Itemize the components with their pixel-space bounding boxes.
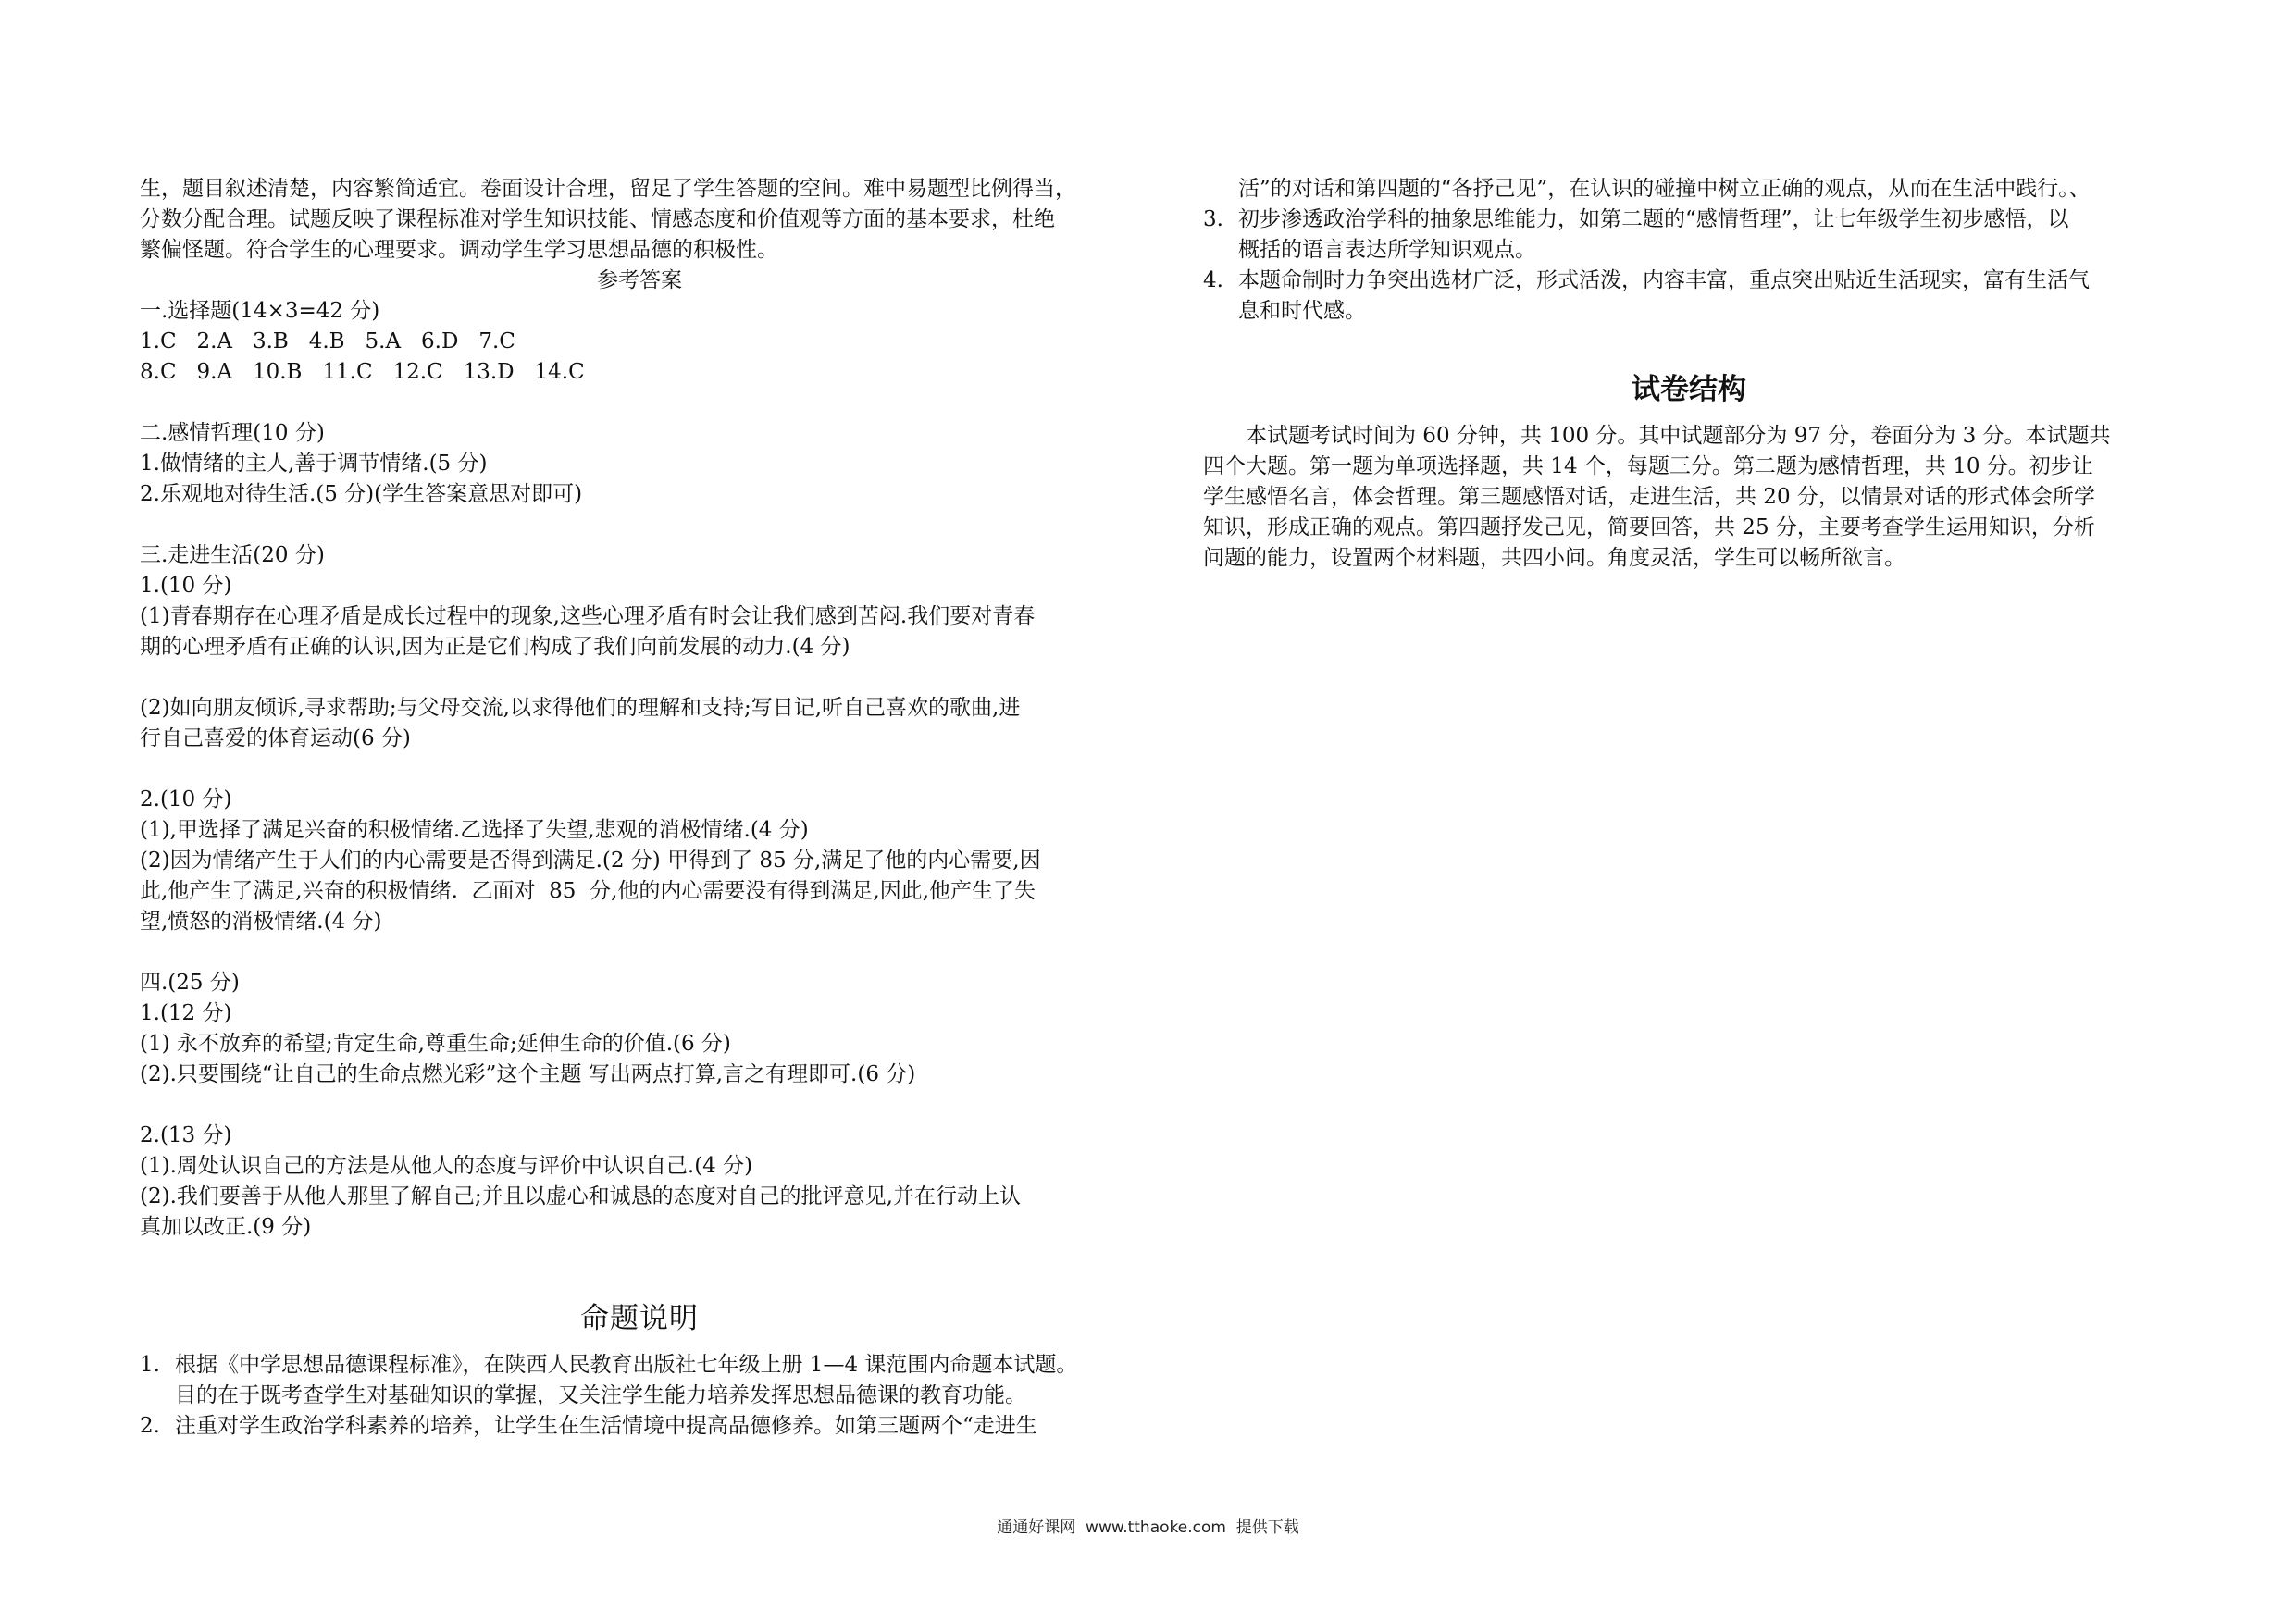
section2-title: 二.感情哲理(10 分): [140, 421, 325, 445]
structure-line: 四个大题。第一题为单项选择题，共 14 个，每题三分。第二题为感情哲理，共 10 分。初步让: [1203, 454, 2093, 478]
note-item: [140, 1411, 1139, 1442]
section2-answer: 1.做情绪的主人,善于调节情绪.(5 分): [140, 452, 488, 476]
note-number: 4.: [1203, 268, 1223, 292]
right-column: [1203, 174, 2175, 574]
intro-line: 生，题目叙述清楚，内容繁简适宜。卷面设计合理，留足了学生答题的空间。难中易题型比例得当，: [140, 177, 1076, 201]
structure-line: 知识，形成正确的观点。第四题抒发己见，简要回答，共 25 分，主要考查学生运用知识，分析: [1203, 515, 2095, 539]
left-column: [140, 174, 1139, 1442]
note-item: [1203, 266, 2175, 327]
note-line: 注重对学生政治学科素养的培养，让学生在生活情境中提高品德修养。如第三题两个“走进生: [175, 1414, 1037, 1438]
notes-list-continued: [1203, 174, 2175, 327]
section3-q1-answer: 期的心理矛盾有正确的认识,因为正是它们构成了我们向前发展的动力.(4 分): [140, 635, 850, 659]
section4-q1-head: 1.(12 分): [140, 1001, 232, 1025]
note-line: 活”的对话和第四题的“各抒己见”，在认识的碰撞中树立正确的观点，从而在生活中践行。、: [1238, 177, 2091, 201]
section3-title: 三.走进生活(20 分): [140, 543, 325, 567]
note-line: 息和时代感。: [1238, 299, 1366, 323]
structure-line: 问题的能力，设置两个材料题，共四小问。角度灵活，学生可以畅所欲言。: [1203, 546, 1905, 570]
section4-q2-answer: 真加以改正.(9 分): [140, 1215, 312, 1239]
structure-line: 学生感悟名言，体会哲理。第三题感悟对话，走进生活，共 20 分，以情景对话的形式体会所学: [1203, 485, 2095, 509]
section3-q2-head: 2.(10 分): [140, 787, 232, 812]
section3-q2-answer: (1),甲选择了满足兴奋的积极情绪.乙选择了失望,悲观的消极情绪.(4 分): [140, 818, 809, 842]
answers-title: 参考答案: [597, 268, 682, 292]
section3-q2-answer: (2)因为情绪产生于人们的内心需要是否得到满足.(2 分) 甲得到了 85 分,满足了他的内心需要,因: [140, 849, 1041, 873]
section4-q2-head: 2.(13 分): [140, 1123, 232, 1147]
note-number: 1.: [140, 1353, 160, 1377]
section3-q2-answer: 此,他产生了满足,兴奋的积极情绪. 乙面对 85 分,他的内心需要没有得到满足,因此,他产生了失: [140, 879, 1036, 903]
section3-q1-answer: (1)青春期存在心理矛盾是成长过程中的现象,这些心理矛盾有时会让我们感到苦闷.我们要对青春: [140, 604, 1036, 628]
note-line: 目的在于既考查学生对基础知识的掌握，又关注学生能力培养发挥思想品德课的教育功能。: [175, 1383, 1026, 1407]
note-line: 初步渗透政治学科的抽象思维能力，如第二题的“感情哲理”，让七年级学生初步感悟，以: [1238, 207, 2069, 231]
section4-title: 四.(25 分): [140, 971, 240, 995]
choice-answers-row: 1.C 2.A 3.B 4.B 5.A 6.D 7.C: [140, 329, 515, 353]
note-line: 本题命制时力争突出选材广泛，形式活泼，内容丰富，重点突出贴近生活现实，富有生活气: [1238, 268, 2090, 292]
structure-title: 试卷结构: [1632, 373, 1746, 406]
page-footer: 通通好课网 www.tthaoke.com 提供下载: [997, 1518, 1299, 1537]
intro-line: 分数分配合理。试题反映了课程标准对学生知识技能、情感态度和价值观等方面的基本要求，杜绝: [140, 207, 1055, 231]
section4-q1-answer: (1) 永不放弃的希望;肯定生命,尊重生命;延伸生命的价值.(6 分): [140, 1032, 731, 1056]
note-item: [140, 1350, 1139, 1411]
choice-answers-row: 8.C 9.A 10.B 11.C 12.C 13.D 14.C: [140, 360, 585, 384]
note-line: 概括的语言表达所学知识观点。: [1238, 238, 1536, 262]
note-item: [1203, 174, 2175, 204]
intro-line: 繁偏怪题。符合学生的心理要求。调动学生学习思想品德的积极性。: [140, 238, 778, 262]
section3-q1-answer: (2)如向朋友倾诉,寻求帮助;与父母交流,以求得他们的理解和支持;写日记,听自己喜欢的歌曲,进: [140, 696, 1021, 720]
notes-list: [140, 1350, 1139, 1442]
note-line: 根据《中学思想品德课程标准》，在陕西人民教育出版社七年级上册 1—4 课范围内命题本试题。: [175, 1353, 1078, 1377]
note-item: [1203, 204, 2175, 266]
section2-answer: 2.乐观地对待生活.(5 分)(学生答案意思对即可): [140, 482, 583, 506]
note-number: 3.: [1203, 207, 1223, 231]
section3-q1-head: 1.(10 分): [140, 574, 232, 598]
section4-q2-answer: (2).我们要善于从他人那里了解自己;并且以虚心和诚恳的态度对自己的批评意见,并在行动上认: [140, 1184, 1021, 1208]
note-number: 2.: [140, 1414, 160, 1438]
structure-line: 本试题考试时间为 60 分钟，共 100 分。其中试题部分为 97 分，卷面分为 3 分。本试题共: [1246, 424, 2111, 448]
section3-q1-answer: 行自己喜爱的体育运动(6 分): [140, 726, 411, 750]
notes-title: 命题说明: [580, 1302, 699, 1335]
section1-title: 一.选择题(14×3=42 分): [140, 299, 380, 323]
section4-q1-answer: (2).只要围绕“让自己的生命点燃光彩”这个主题 写出两点打算,言之有理即可.(6 分): [140, 1062, 916, 1086]
section3-q2-answer: 望,愤怒的消极情绪.(4 分): [140, 910, 382, 934]
section4-q2-answer: (1).周处认识自己的方法是从他人的态度与评价中认识自己.(4 分): [140, 1154, 753, 1178]
